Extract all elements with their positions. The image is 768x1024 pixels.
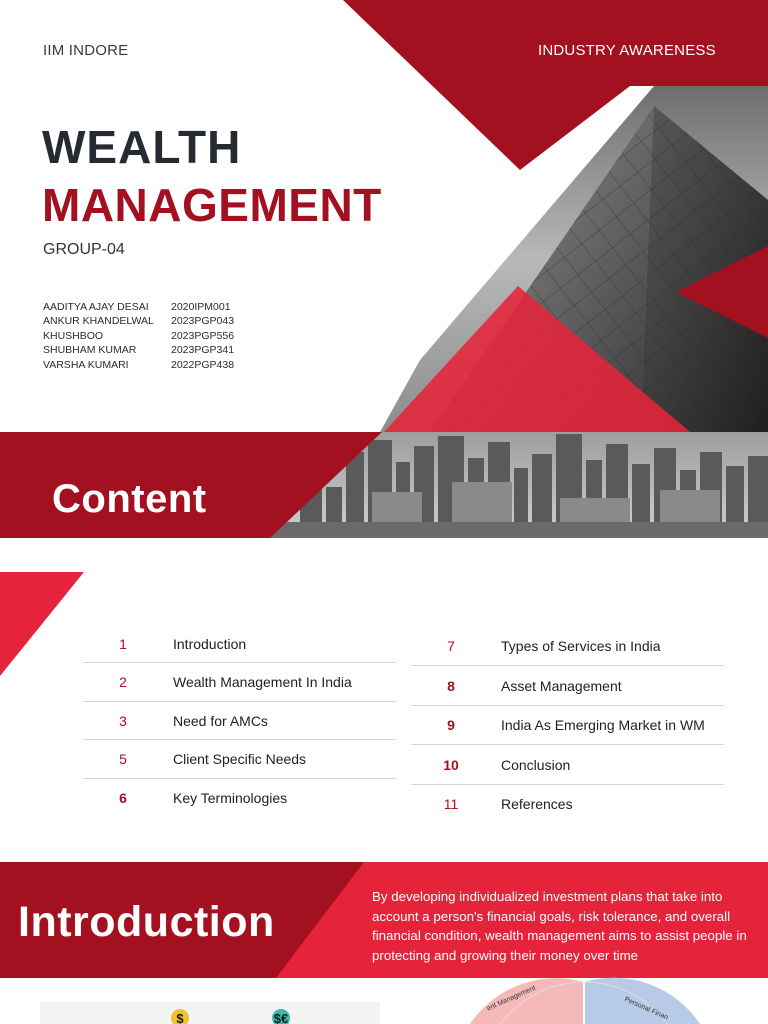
- member-name: AADITYA AJAY DESAI: [43, 301, 149, 313]
- wheel-label-1: ent Management: [486, 984, 537, 1013]
- toc-item[interactable]: [411, 785, 724, 822]
- toc-label: Asset Management: [501, 677, 622, 694]
- svg-text:$: $: [176, 1011, 184, 1024]
- toc-label: Wealth Management In India: [173, 674, 352, 690]
- toc-label: Key Terminologies: [173, 789, 288, 806]
- toc-item[interactable]: [83, 702, 396, 740]
- member-id: 2020IPM001: [171, 301, 231, 313]
- toc-number: 11: [443, 795, 459, 812]
- toc-item[interactable]: [83, 779, 396, 816]
- member-row: [43, 329, 234, 343]
- toc-number: 9: [447, 717, 455, 733]
- cover-title-line1: WEALTH: [42, 121, 242, 173]
- wheel-label-2: Personal Finan: [623, 996, 670, 1022]
- member-name: ANKUR KHANDELWAL: [43, 315, 154, 328]
- toc-item[interactable]: [411, 666, 724, 706]
- member-row: [43, 314, 234, 328]
- member-id: 2022PGP438: [171, 358, 235, 371]
- toc-item[interactable]: [83, 625, 396, 663]
- category-label: INDUSTRY AWARENESS: [538, 42, 716, 59]
- content-heading: Content: [52, 477, 207, 521]
- toc-item[interactable]: [411, 745, 724, 785]
- toc-label: Introduction: [173, 635, 247, 652]
- toc-item[interactable]: [83, 663, 396, 702]
- toc-label: Need for AMCs: [173, 712, 268, 729]
- cover-title-line2: MANAGEMENT: [42, 179, 382, 231]
- member-row: [43, 300, 234, 314]
- introduction-heading: Introduction: [18, 898, 275, 946]
- member-id: 2023PGP556: [171, 329, 235, 342]
- member-name: SHUBHAM KUMAR: [43, 344, 137, 357]
- member-id: 2023PGP341: [171, 344, 235, 357]
- toc-number: 10: [443, 756, 459, 773]
- toc-item[interactable]: [83, 740, 396, 779]
- member-name: KHUSHBOO: [43, 329, 104, 342]
- toc-number: 3: [119, 712, 127, 729]
- toc-item[interactable]: [411, 627, 724, 666]
- toc-label: References: [501, 795, 573, 812]
- introduction-paragraph: By developing individualized investment plans that take into account a person's financial goals, risk tolerance, and overall financial condition, wealth management aims to assist people in protecting and growing their money over time: [372, 889, 747, 963]
- toc-number: 8: [447, 677, 455, 694]
- svg-text:$€: $€: [273, 1011, 289, 1024]
- member-id: 2023PGP043: [171, 315, 235, 328]
- money-exchange-icon: [272, 1009, 290, 1024]
- toc-right: [411, 627, 724, 822]
- red-triangle-left: [0, 572, 84, 676]
- toc-number: 7: [447, 638, 455, 654]
- toc-label: Types of Services in India: [501, 638, 661, 654]
- member-list: [43, 300, 234, 372]
- group-label: GROUP-04: [43, 241, 125, 258]
- toc-number: 2: [119, 674, 127, 690]
- toc-number: 5: [119, 751, 127, 767]
- toc-label: Conclusion: [501, 756, 571, 773]
- member-name: VARSHA KUMARI: [43, 358, 129, 371]
- toc-item[interactable]: [411, 706, 724, 745]
- toc-left: [83, 625, 396, 816]
- icons-panel: [40, 1002, 380, 1024]
- toc-label: Client Specific Needs: [173, 751, 307, 767]
- member-row: [43, 358, 234, 372]
- toc-label: India As Emerging Market in WM: [501, 717, 705, 733]
- org-name: IIM INDORE: [43, 42, 129, 59]
- toc-number: 6: [119, 789, 127, 806]
- toc-number: 1: [119, 635, 127, 652]
- member-row: [43, 343, 234, 357]
